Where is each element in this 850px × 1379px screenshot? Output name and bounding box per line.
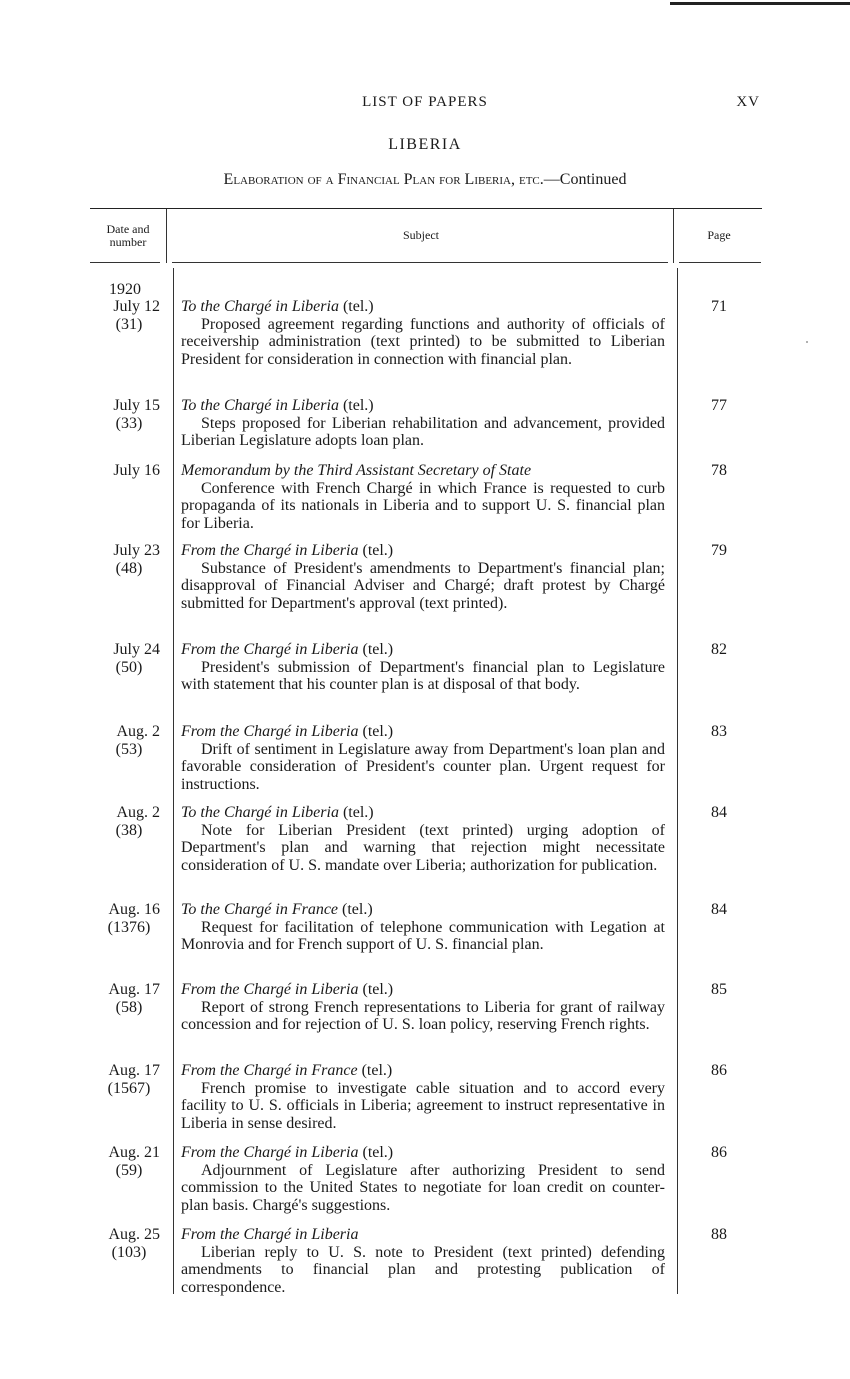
row-subject bbox=[181, 1062, 665, 1132]
row-description: Drift of sentiment in Legislature away from Department's loan plan and favorable consideration of President's counter plan. Urgent request for instructions. bbox=[181, 740, 665, 793]
row-date-cell bbox=[90, 1226, 160, 1262]
row-date-cell bbox=[90, 397, 160, 433]
row-date: July 15 bbox=[113, 397, 160, 414]
row-date: July 23 bbox=[113, 542, 160, 559]
row-date-cell bbox=[90, 298, 160, 334]
row-page: 85 bbox=[711, 981, 727, 998]
row-tel: (tel.) bbox=[362, 1144, 394, 1161]
row-subject bbox=[181, 397, 665, 450]
row-number: (103) bbox=[111, 1244, 147, 1261]
row-correspondent: To the Chargé in Liberia bbox=[181, 397, 339, 414]
row-date: Aug. 16 bbox=[108, 901, 160, 918]
row-description: French promise to investigate cable situation and to accord every facility to U. S. officials in Liberia; agreement to instruct representative in Liberia in sense desired. bbox=[181, 1079, 665, 1132]
row-number: (53) bbox=[115, 741, 143, 758]
row-date-cell bbox=[90, 462, 160, 480]
table-top-rule bbox=[90, 208, 762, 209]
top-corner-rule bbox=[670, 2, 850, 5]
row-date-cell bbox=[90, 1144, 160, 1180]
row-correspondent: From the Chargé in Liberia bbox=[181, 1226, 359, 1243]
body-divider-right bbox=[677, 268, 678, 1294]
row-date-cell bbox=[90, 901, 160, 937]
margin-mark bbox=[806, 341, 808, 343]
row-date-cell bbox=[90, 723, 160, 759]
row-date: Aug. 2 bbox=[116, 804, 160, 821]
row-description: Note for Liberian President (text printed) urging adoption of Department's plan and warning that rejection might necessitate consideration of U. S. mandate over Liberia; authorization for publication. bbox=[181, 821, 665, 874]
row-page: 88 bbox=[711, 1226, 727, 1243]
header-rule-page bbox=[679, 262, 761, 263]
row-tel: (tel.) bbox=[342, 804, 374, 821]
row-date: Aug. 21 bbox=[108, 1144, 160, 1161]
row-page: 86 bbox=[711, 1062, 727, 1079]
row-tel: (tel.) bbox=[362, 641, 394, 658]
row-correspondent-line bbox=[181, 723, 665, 741]
row-subject bbox=[181, 298, 665, 368]
row-correspondent: From the Chargé in Liberia bbox=[181, 641, 359, 658]
row-date-cell bbox=[90, 1062, 160, 1098]
column-header-page: Page bbox=[707, 228, 731, 242]
row-tel: (tel.) bbox=[362, 723, 394, 740]
row-date-cell bbox=[90, 542, 160, 578]
row-date-cell bbox=[90, 981, 160, 1017]
row-correspondent-line bbox=[181, 1226, 665, 1244]
row-correspondent: From the Chargé in Liberia bbox=[181, 723, 359, 740]
row-description: Adjournment of Legislature after authorizing President to send commission to the United States to negotiate for loan credit on counter-plan basis. Chargé's suggestions. bbox=[181, 1161, 665, 1214]
row-date-cell bbox=[90, 641, 160, 677]
section-title-suffix: —Continued bbox=[543, 171, 627, 188]
row-correspondent: To the Chargé in France bbox=[181, 901, 339, 918]
row-subject bbox=[181, 723, 665, 793]
row-correspondent: From the Chargé in Liberia bbox=[181, 981, 359, 998]
row-tel: (tel.) bbox=[362, 542, 394, 559]
row-correspondent-line bbox=[181, 542, 665, 560]
row-description: Liberian reply to U. S. note to President (text printed) defending amendments to financial plan and protesting publication of correspondence. bbox=[181, 1243, 665, 1296]
row-number: (58) bbox=[115, 999, 143, 1016]
row-page: 83 bbox=[711, 723, 727, 740]
row-correspondent-line bbox=[181, 641, 665, 659]
row-subject bbox=[181, 1144, 665, 1214]
row-number: (50) bbox=[115, 659, 143, 676]
row-description: Proposed agreement regarding functions and authority of officials of receivership administration (text printed) to be submitted to Liberian President for consideration in connection with financial plan. bbox=[181, 315, 665, 368]
header-divider-left bbox=[166, 209, 167, 263]
row-number: (1567) bbox=[107, 1080, 151, 1097]
row-date: July 16 bbox=[113, 462, 160, 479]
row-page: 79 bbox=[711, 542, 727, 559]
body-divider-left bbox=[173, 268, 174, 1294]
row-correspondent-line bbox=[181, 298, 665, 316]
row-date: Aug. 17 bbox=[108, 981, 160, 998]
row-description: Report of strong French representations to Liberia for grant of railway concession and for rejection of U. S. loan policy, reserving French rights. bbox=[181, 998, 665, 1033]
row-number: (38) bbox=[115, 822, 143, 839]
row-correspondent-line bbox=[181, 901, 665, 919]
row-subject bbox=[181, 981, 665, 1034]
row-correspondent-line bbox=[181, 397, 665, 415]
row-correspondent-line bbox=[181, 462, 665, 480]
row-page: 84 bbox=[711, 804, 727, 821]
row-page: 78 bbox=[711, 462, 727, 479]
row-number: (59) bbox=[115, 1162, 143, 1179]
column-header-date-line2: number bbox=[109, 235, 147, 249]
row-page: 77 bbox=[711, 397, 727, 414]
row-description: Request for facilitation of telephone communication with Legation at Monrovia and for French support of U. S. financial plan. bbox=[181, 918, 665, 953]
row-date: Aug. 17 bbox=[108, 1062, 160, 1079]
row-correspondent: To the Chargé in Liberia bbox=[181, 804, 339, 821]
row-description: Substance of President's amendments to Department's financial plan; disapproval of Financial Adviser and Chargé; draft protest by Chargé submitted for Department's approval (text printed). bbox=[181, 559, 665, 612]
row-description: Conference with French Chargé in which France is requested to curb propaganda of its nationals in Liberia and to support U. S. financial plan for Liberia. bbox=[181, 479, 665, 532]
section-title bbox=[90, 171, 760, 189]
row-number: (31) bbox=[115, 316, 143, 333]
row-subject bbox=[181, 641, 665, 694]
header-divider-right bbox=[673, 209, 674, 263]
row-subject bbox=[181, 804, 665, 874]
page-number: XV bbox=[736, 94, 760, 110]
row-page: 86 bbox=[711, 1144, 727, 1161]
header-rule-subject bbox=[172, 262, 668, 263]
row-date: July 24 bbox=[113, 641, 160, 658]
row-page: 82 bbox=[711, 641, 727, 658]
row-subject bbox=[181, 901, 665, 954]
row-page: 84 bbox=[711, 901, 727, 918]
row-correspondent: From the Chargé in France bbox=[181, 1062, 358, 1079]
row-correspondent-line bbox=[181, 1144, 665, 1162]
row-correspondent-line bbox=[181, 804, 665, 822]
row-tel: (tel.) bbox=[342, 397, 374, 414]
row-correspondent: From the Chargé in Liberia bbox=[181, 542, 359, 559]
section-title-text: Elaboration of a Financial Plan for Liberia, etc. bbox=[223, 171, 544, 188]
country-heading: LIBERIA bbox=[388, 136, 462, 153]
row-number: (1376) bbox=[107, 919, 151, 936]
row-page: 71 bbox=[711, 298, 727, 315]
header-rule-date bbox=[90, 262, 160, 263]
row-date: July 12 bbox=[113, 298, 160, 315]
row-date-cell bbox=[90, 804, 160, 840]
row-subject bbox=[181, 542, 665, 612]
row-subject bbox=[181, 462, 665, 532]
row-description: President's submission of Department's financial plan to Legislature with statement that his counter plan is at disposal of that body. bbox=[181, 658, 665, 693]
column-header-date bbox=[92, 223, 164, 249]
row-date: Aug. 25 bbox=[108, 1226, 160, 1243]
row-correspondent-line bbox=[181, 981, 665, 999]
row-correspondent: To the Chargé in Liberia bbox=[181, 298, 339, 315]
column-header-date-line1: Date and bbox=[106, 222, 150, 236]
row-correspondent-line bbox=[181, 1062, 665, 1080]
row-number: (48) bbox=[115, 560, 143, 577]
year-label: 1920 bbox=[109, 281, 141, 298]
row-date: Aug. 2 bbox=[116, 723, 160, 740]
row-number: (33) bbox=[115, 415, 143, 432]
running-title: LIST OF PAPERS bbox=[362, 94, 488, 110]
row-correspondent: From the Chargé in Liberia bbox=[181, 1144, 359, 1161]
row-correspondent: Memorandum by the Third Assistant Secretary of State bbox=[181, 462, 532, 479]
row-tel: (tel.) bbox=[342, 298, 374, 315]
row-description: Steps proposed for Liberian rehabilitation and advancement, provided Liberian Legislature adopts loan plan. bbox=[181, 414, 665, 449]
row-tel: (tel.) bbox=[362, 981, 394, 998]
running-head bbox=[90, 94, 760, 114]
column-header-subject: Subject bbox=[403, 228, 439, 242]
row-subject bbox=[181, 1226, 665, 1296]
row-tel: (tel.) bbox=[342, 901, 373, 918]
row-tel: (tel.) bbox=[361, 1062, 393, 1079]
